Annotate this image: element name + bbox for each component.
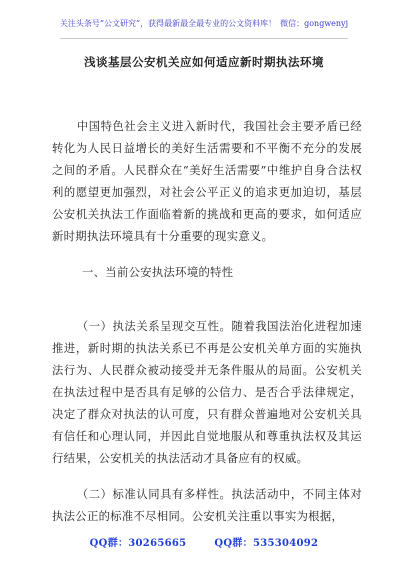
footer-qq-group-1: QQ群：30265665	[89, 538, 187, 549]
paragraph-standards: （二）标准认同具有多样性。执法活动中，不同主体对执法公正的标准不尽相同。公安机关注重以事实为根据，	[52, 488, 362, 523]
header-banner-text: 关注头条号“公文研究”，获得最新最全最专业的公文资料库！	[59, 19, 277, 28]
header-wechat-label: 微信：	[280, 19, 305, 28]
header-divider	[60, 38, 348, 39]
paragraph-intro: 中国特色社会主义进入新时代，我国社会主要矛盾已经转化为人民日益增长的美好生活需要和不平衡不充分的发展之间的矛盾。人民群众在“美好生活需要”中维护自身合法权利的愿望更加强烈，对社会公平正义的追求更加迫切，基层公安机关执法工作面临着新的挑战和更高的要求，如何适应新时期执法环境具有十分重要的现实意义。	[52, 120, 362, 243]
document-title: 浅谈基层公安机关应如何适应新时期执法环境	[84, 55, 324, 69]
footer-qq-group-2: QQ群：535304092	[214, 538, 319, 549]
footer-banner	[0, 534, 408, 549]
header-wechat-id: gongwenyj	[304, 19, 349, 28]
section-heading: 一、当前公安执法环境的特性	[82, 266, 234, 279]
header-banner	[0, 18, 408, 30]
paragraph-interaction: （一）执法关系呈现交互性。随着我国法治化进程加速推进，新时期的执法关系已不再是公安机关单方面的实施执法行为、人民群众被动接受并无条件服从的局面。公安机关在执法过程中是否具有足够的公信力、是否合乎法律规定，决定了群众对执法的认可度，只有群众普遍地对公安机关具有信任和心理认同，并因此自觉地服从和尊重执法权及其运行结果，公安机关的执法活动才具备应有的权威。	[52, 320, 362, 465]
